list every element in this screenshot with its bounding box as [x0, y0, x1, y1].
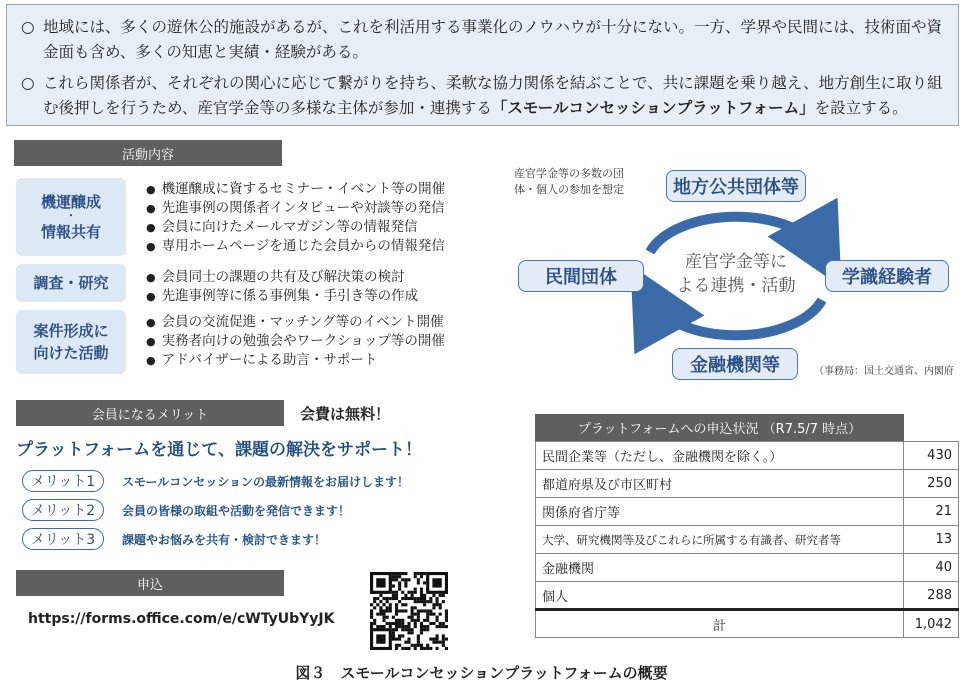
bullet-circle-icon: ○: [21, 74, 35, 92]
activity-list-research: [146, 268, 418, 306]
list-item: ● 先進事例等に係る事例集・手引き等の作成: [146, 287, 418, 306]
intro-box: [6, 4, 959, 126]
row-label: 大学、研究機関等及びこれらに所属する有識者、研究者等: [536, 526, 904, 554]
merit-text: スモールコンセッションの最新情報をお届けします！: [122, 474, 410, 489]
row-label: 都道府県及び市区町村: [536, 470, 904, 498]
table-row: [536, 498, 959, 526]
intro-text-1: 地域には、多くの遊休公的施設があるが、これを利活用する事業化のノウハウが十分にない。一方、学界や民間には、技術面や資金面も含め、多くの知恵と実績・経験がある。: [43, 18, 943, 61]
merit-badge: メリット2: [22, 499, 104, 521]
row-value: 40: [904, 554, 959, 582]
list-item: ● 機運醸成に資するセミナー・イベント等の開催: [146, 180, 445, 199]
row-value: 13: [904, 526, 959, 554]
membership-fee-note: 会費は無料！: [300, 405, 391, 423]
node-financial-institutions: 金融機関等: [672, 348, 798, 380]
center-label: 産官学金等に よる連携・活動: [676, 252, 796, 296]
application-status-table: [535, 441, 959, 638]
list-item: ● アドバイザーによる助言・サポート: [146, 351, 445, 370]
category-label: 情報共有: [40, 223, 101, 241]
row-value: 430: [904, 442, 959, 470]
bullet-circle-icon: ○: [21, 18, 35, 36]
intro-text-2: [43, 71, 946, 121]
category-dot: ・: [66, 211, 76, 222]
list-item: ● 専用ホームページを通じた会員からの情報発信: [146, 237, 445, 256]
total-label: 計: [536, 610, 904, 638]
merits-header: 会員になるメリット: [16, 400, 284, 426]
figure-caption: 図３ スモールコンセッションプラットフォームの概要: [295, 664, 668, 682]
list-item: ● 実務者向けの勉強会やワークショップ等の開催: [146, 332, 445, 351]
category-label: 案件形成に: [33, 322, 109, 340]
merit-row: [22, 528, 326, 550]
row-label: 関係府省庁等: [536, 498, 904, 526]
category-awareness: [16, 178, 126, 256]
merit-row: [22, 499, 350, 521]
collaboration-diagram: [500, 160, 963, 385]
table-row: [536, 582, 959, 610]
table-total-row: [536, 610, 959, 638]
participation-note: 産官学金等の多数の団 体・個人の参加を想定: [514, 167, 624, 196]
activity-list-awareness: [146, 180, 445, 256]
qr-code-icon[interactable]: [370, 572, 448, 650]
merit-badge: メリット3: [22, 528, 104, 550]
support-slogan: プラットフォームを通じて、課題の解決をサポート！: [16, 440, 422, 460]
row-label: 金融機関: [536, 554, 904, 582]
merit-badge: メリット1: [22, 470, 104, 492]
table-row: [536, 442, 959, 470]
intro-text-2-pre: これら関係者が、それぞれの関心に応じて繋がりを持ち、柔軟な協力関係を結ぶことで、共に課題を乗り越え、地方創生に取り組む後押しを行うため、産官学金等の多様な主体が参加・連携する: [43, 74, 943, 117]
apply-header: 申込: [16, 570, 284, 596]
intro-paragraph-2: [21, 71, 946, 121]
table-row: [536, 554, 959, 582]
row-value: 288: [904, 582, 959, 610]
total-value: 1,042: [904, 610, 959, 638]
activities-header: 活動内容: [14, 140, 282, 166]
status-table-title: プラットフォームへの申込状況 （R7.5/7 時点）: [535, 414, 904, 441]
merit-text: 課題やお悩みを共有・検討できます！: [122, 532, 327, 547]
table-row: [536, 470, 959, 498]
list-item: ● 会員に向けたメールマガジン等の情報発信: [146, 218, 445, 237]
application-link[interactable]: https://forms.office.com/e/cWTyUbYyJK: [28, 611, 335, 627]
row-label: 個人: [536, 582, 904, 610]
node-academics: 学識経験者: [825, 260, 949, 292]
category-research: [16, 264, 126, 302]
secretariat-note: （事務局：国土交通省、内閣府: [814, 366, 954, 377]
category-project-formation: [16, 310, 126, 374]
category-label: 向けた活動: [33, 344, 109, 362]
merit-row: [22, 470, 409, 492]
list-item: ● 先進事例の関係者インタビューや対談等の発信: [146, 199, 445, 218]
node-private-organizations: 民間団体: [518, 260, 644, 292]
category-label: 調査・研究: [33, 274, 109, 292]
activity-list-project-formation: [146, 313, 445, 370]
row-label: 民間企業等（ただし、金融機関を除く。）: [536, 442, 904, 470]
row-value: 21: [904, 498, 959, 526]
intro-text-2-post: を設立する。: [814, 99, 908, 117]
row-value: 250: [904, 470, 959, 498]
node-local-government: 地方公共団体等: [666, 170, 806, 202]
platform-name: 「スモールコンセッションプラットフォーム」: [491, 99, 815, 117]
table-row: [536, 526, 959, 554]
list-item: ● 会員同士の課題の共有及び解決策の検討: [146, 268, 418, 287]
merit-text: 会員の皆様の取組や活動を発信できます！: [122, 503, 351, 518]
intro-paragraph-1: [21, 15, 946, 65]
list-item: ● 会員の交流促進・マッチング等のイベント開催: [146, 313, 445, 332]
category-label: 機運醸成: [40, 193, 101, 211]
